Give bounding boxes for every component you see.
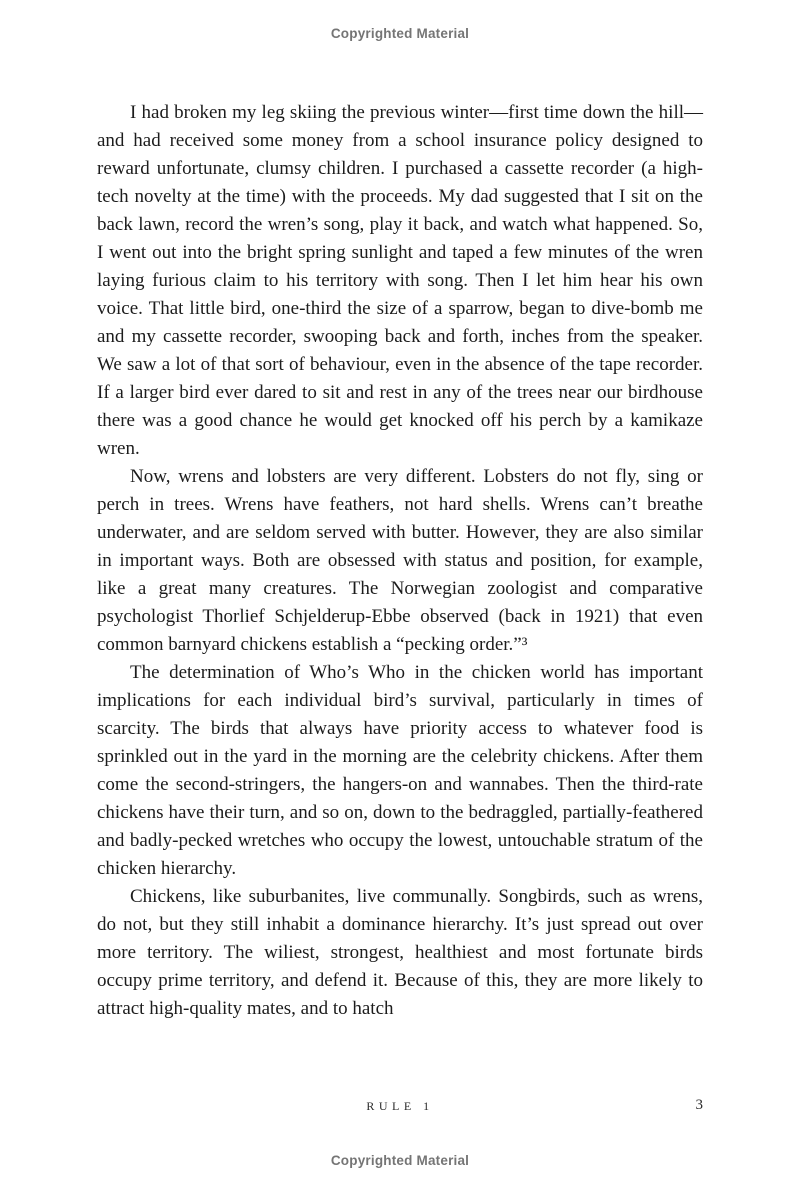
copyright-notice-top: Copyrighted Material xyxy=(330,26,470,41)
body-paragraph: Now, wrens and lobsters are very different. Lobsters do not fly, sing or perch in trees. Wrens have feathers, not hard shells. Wrens can’t breathe underwater, and are seldom served with butter. However, they are also similar in important ways. Both are obsessed with status and position, for example, like a great many creatures. The Norwegian zoologist and comparative psychologist Thorlief Schjelderup-Ebbe observed (back in 1921) that even common barnyard chickens establish a “pecking order.”³ xyxy=(97,466,703,655)
running-title: RULE 1 xyxy=(366,1099,434,1113)
body-text-block xyxy=(97,99,703,1023)
body-paragraph: The determination of Who’s Who in the chicken world has important implications for each individual bird’s survival, particularly in times of scarcity. The birds that always have priority access to whatever food is sprinkled out in the yard in the morning are the celebrity chickens. After them come the second-stringers, the hangers-on and wannabes. Then the third-rate chickens have their turn, and so on, down to the bedraggled, partially-feathered and badly-pecked wretches who occupy the lowest, untouchable stratum of the chicken hierarchy. xyxy=(97,662,703,879)
body-paragraph: Chickens, like suburbanites, live communally. Songbirds, such as wrens, do not, but they still inhabit a dominance hierarchy. It’s just spread out over more territory. The wiliest, strongest, healthiest and most fortunate birds occupy prime territory, and defend it. Because of this, they are more likely to attract high-quality mates, and to hatch xyxy=(97,886,703,1019)
page-footer xyxy=(97,1099,703,1119)
copyright-notice-bottom: Copyrighted Material xyxy=(330,1153,470,1168)
body-paragraph: I had broken my leg skiing the previous winter—first time down the hill—and had received some money from a school insurance policy designed to reward unfortunate, clumsy children. I purchased a cassette recorder (a high-tech novelty at the time) with the proceeds. My dad suggested that I sit on the back lawn, record the wren’s song, play it back, and watch what happened. So, I went out into the bright spring sunlight and taped a few minutes of the wren laying furious claim to his territory with song. Then I let him hear his own voice. That little bird, one-third the size of a sparrow, began to dive-bomb me and my cassette recorder, swooping back and forth, inches from the speaker. We saw a lot of that sort of behaviour, even in the absence of the tape recorder. If a larger bird ever dared to sit and rest in any of the trees near our birdhouse there was a good chance he would get knocked off his perch by a kamikaze wren. xyxy=(97,102,703,459)
page-number: 3 xyxy=(695,1097,703,1113)
